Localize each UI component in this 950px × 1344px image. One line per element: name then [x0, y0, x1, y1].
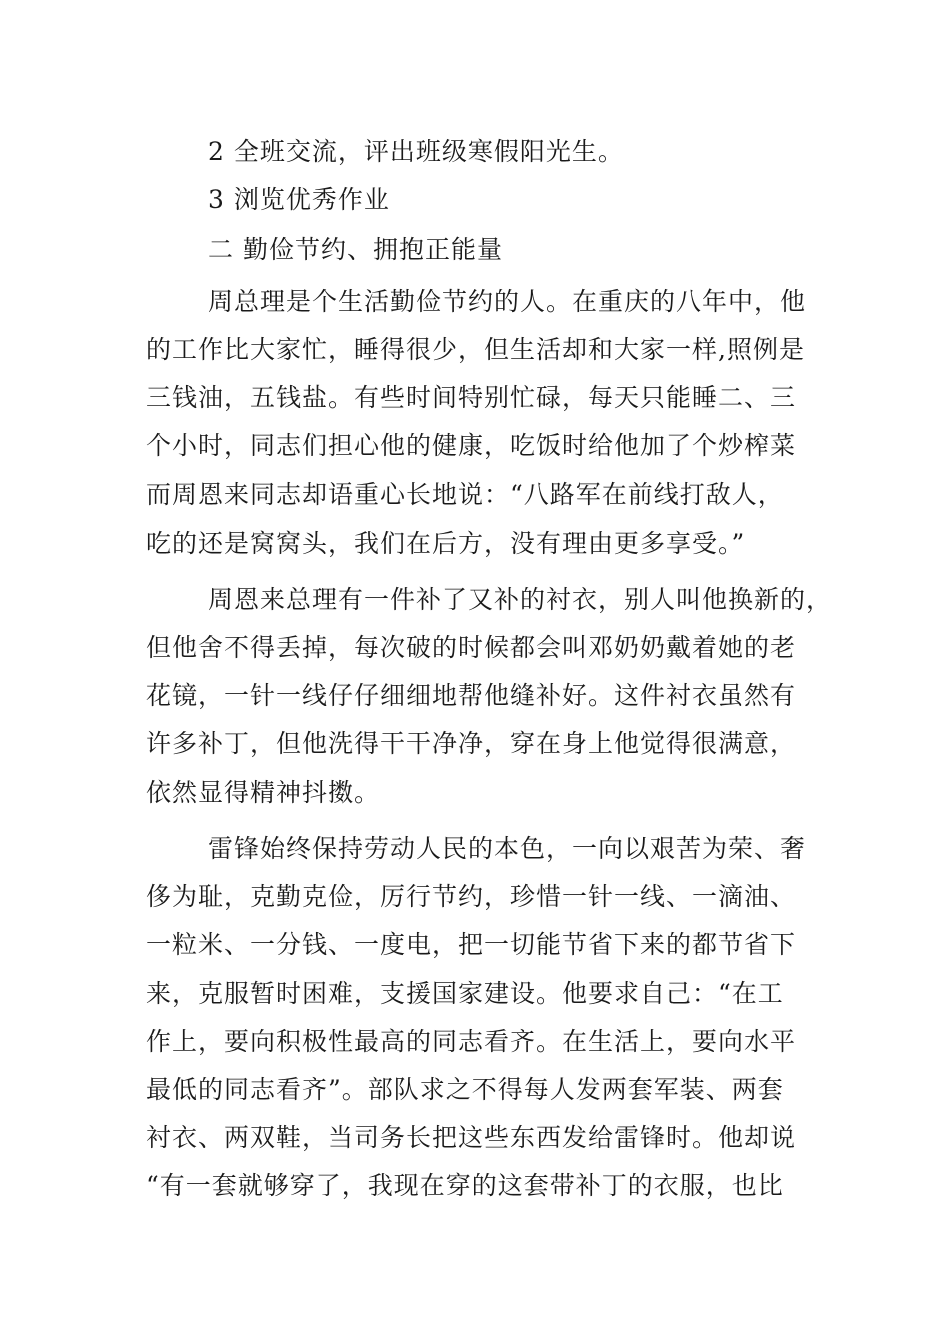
paragraph-2-line: 依然显得精神抖擞。 [146, 778, 381, 807]
section-heading: 二 勤俭节约、拥抱正能量 [208, 235, 503, 264]
paragraph-1-line: 而周恩来同志却语重心长地说：“八路军在前线打敌人， [146, 480, 784, 509]
list-item-3: 3 浏览优秀作业 [208, 185, 390, 214]
paragraph-2-line: 花镜，一针一线仔仔细细地帮他缝补好。这件衬衣虽然有 [146, 681, 797, 710]
paragraph-3-line: 雷锋始终保持劳动人民的本色，一向以艰苦为荣、奢 [208, 834, 807, 863]
paragraph-1-line: 周总理是个生活勤俭节约的人。在重庆的八年中，他 [208, 287, 807, 316]
list-item-2: 2 全班交流，评出班级寒假阳光生。 [208, 137, 624, 166]
paragraph-3-line: 来，克服暂时困难，支援国家建设。他要求自己：“在工 [146, 979, 784, 1008]
paragraph-3-line: 作上，要向积极性最高的同志看齐。在生活上，要向水平 [146, 1027, 797, 1056]
paragraph-2-line: 许多补丁，但他洗得干干净净，穿在身上他觉得很满意， [146, 729, 797, 758]
paragraph-3-line: 衬衣、两双鞋，当司务长把这些东西发给雷锋时。他却说 [146, 1123, 797, 1152]
paragraph-1-line: 三钱油，五钱盐。有些时间特别忙碌，每天只能睡二、三 [146, 383, 797, 412]
paragraph-3-line: 一粒米、一分钱、一度电，把一切能节省下来的都节省下 [146, 930, 797, 959]
paragraph-1-line: 吃的还是窝窝头，我们在后方，没有理由更多享受。” [146, 529, 746, 558]
paragraph-2-line: 周恩来总理有一件补了又补的衬衣，别人叫他换新的， [208, 585, 833, 614]
paragraph-3-line: 侈为耻，克勤克俭，厉行节约，珍惜一针一线、一滴油、 [146, 882, 797, 911]
paragraph-1-line: 的工作比大家忙，睡得很少，但生活却和大家一样,照例是 [146, 335, 805, 364]
paragraph-1-line: 个小时，同志们担心他的健康，吃饭时给他加了个炒榨菜 [146, 431, 797, 460]
paragraph-3-line: 最低的同志看齐”。部队求之不得每人发两套军装、两套 [146, 1075, 784, 1104]
paragraph-2-line: 但他舍不得丢掉，每次破的时候都会叫邓奶奶戴着她的老 [146, 633, 797, 662]
paragraph-3-line: “有一套就够穿了，我现在穿的这套带补丁的衣服，也比 [146, 1171, 784, 1200]
